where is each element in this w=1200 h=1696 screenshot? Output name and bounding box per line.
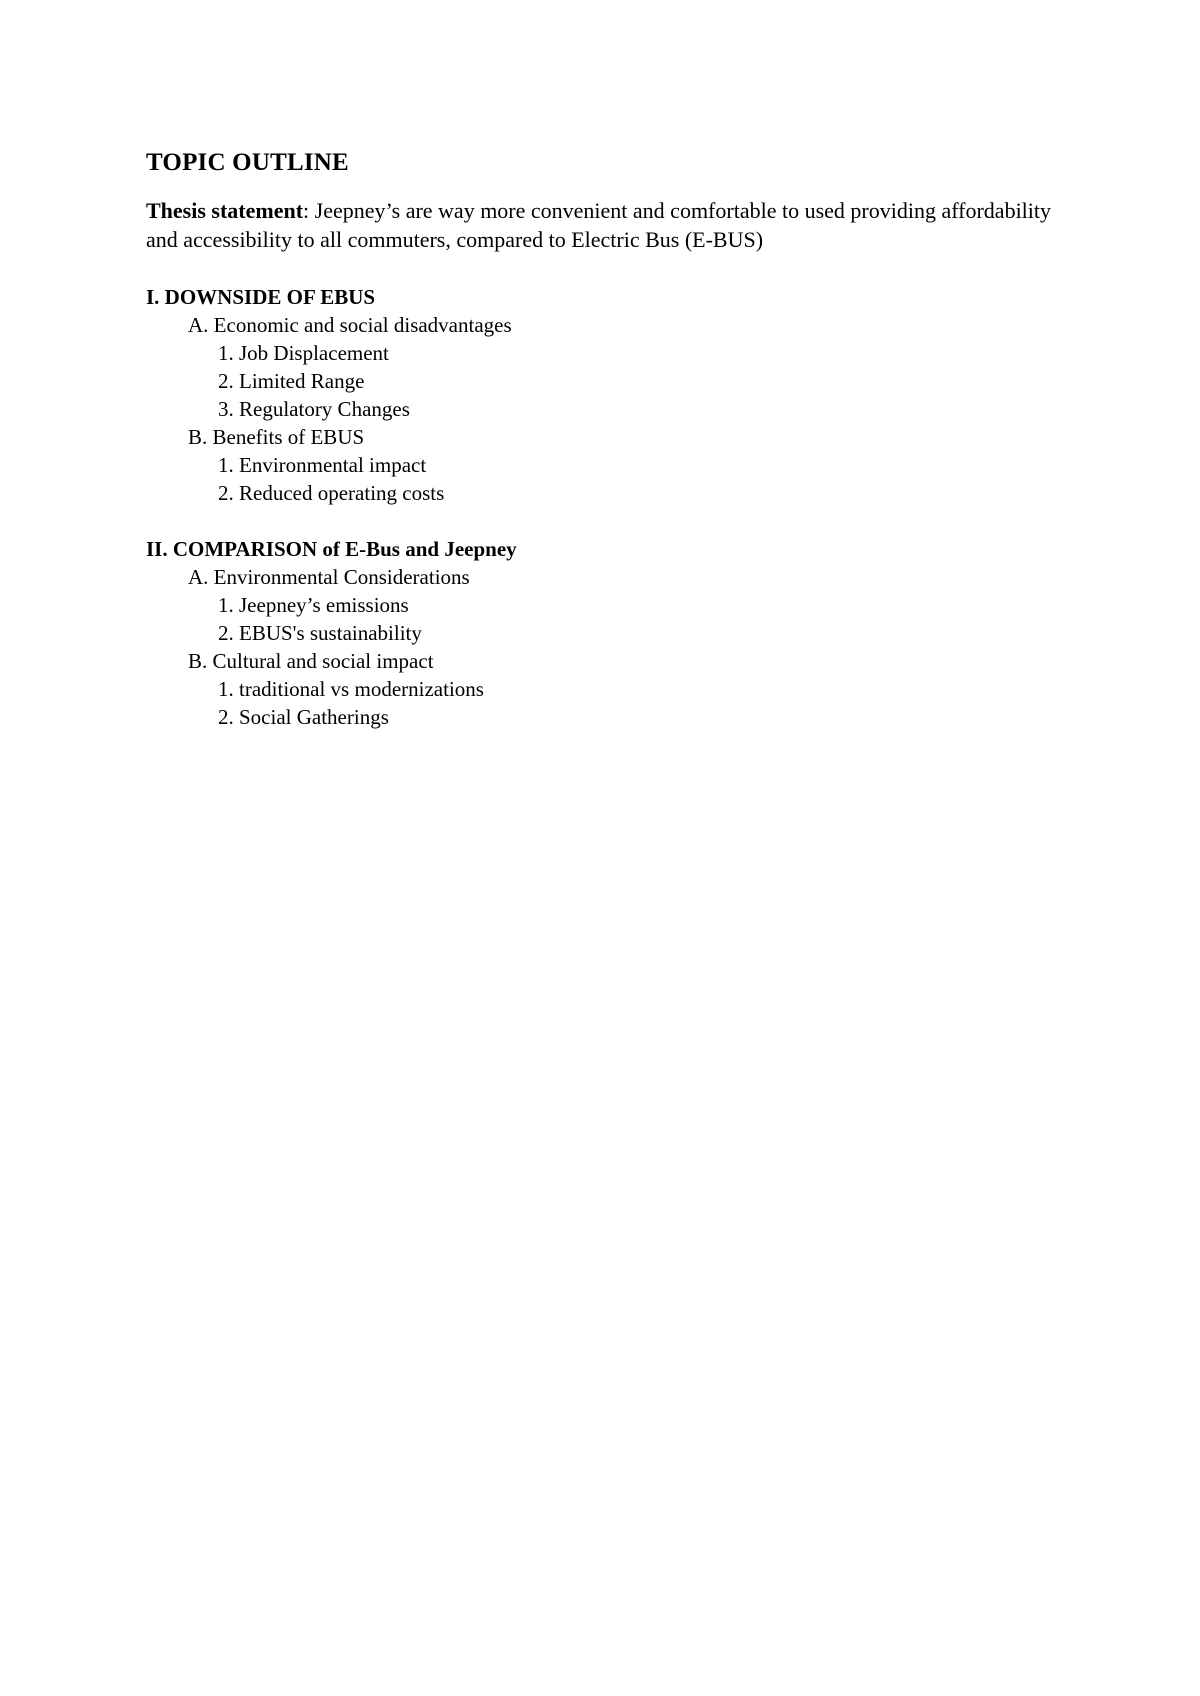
- subsection-heading: B. Cultural and social impact: [188, 649, 434, 673]
- outline-item: 2. Limited Range: [218, 369, 365, 393]
- section-heading: I. DOWNSIDE OF EBUS: [146, 285, 376, 309]
- outline-item: 2. Social Gatherings: [218, 705, 389, 729]
- outline-item: 2. Reduced operating costs: [218, 481, 445, 505]
- outline-section-1: [146, 283, 1086, 507]
- outline-item: 1. Jeepney’s emissions: [218, 593, 409, 617]
- thesis-text: : Jeepney’s are way more convenient and comfortable to used providing affordability and accessibility to all commuters, compared to Electric Bus (E-BUS): [146, 198, 1052, 252]
- outline-section-2: [146, 535, 1086, 731]
- outline-content: [146, 148, 1086, 759]
- thesis-paragraph: [146, 196, 1086, 254]
- subsection-heading: B. Benefits of EBUS: [188, 425, 365, 449]
- section-heading: II. COMPARISON of E-Bus and Jeepney: [146, 537, 517, 561]
- subsection-heading: A. Environmental Considerations: [188, 565, 470, 589]
- subsection-heading: A. Economic and social disadvantages: [188, 313, 512, 337]
- thesis-label: Thesis statement: [146, 198, 304, 223]
- outline-item: 1. Job Displacement: [218, 341, 389, 365]
- outline-item: 2. EBUS's sustainability: [218, 621, 422, 645]
- outline-item: 1. Environmental impact: [218, 453, 427, 477]
- outline-item: 3. Regulatory Changes: [218, 397, 410, 421]
- outline-item: 1. traditional vs modernizations: [218, 677, 484, 701]
- page-title: TOPIC OUTLINE: [146, 149, 349, 176]
